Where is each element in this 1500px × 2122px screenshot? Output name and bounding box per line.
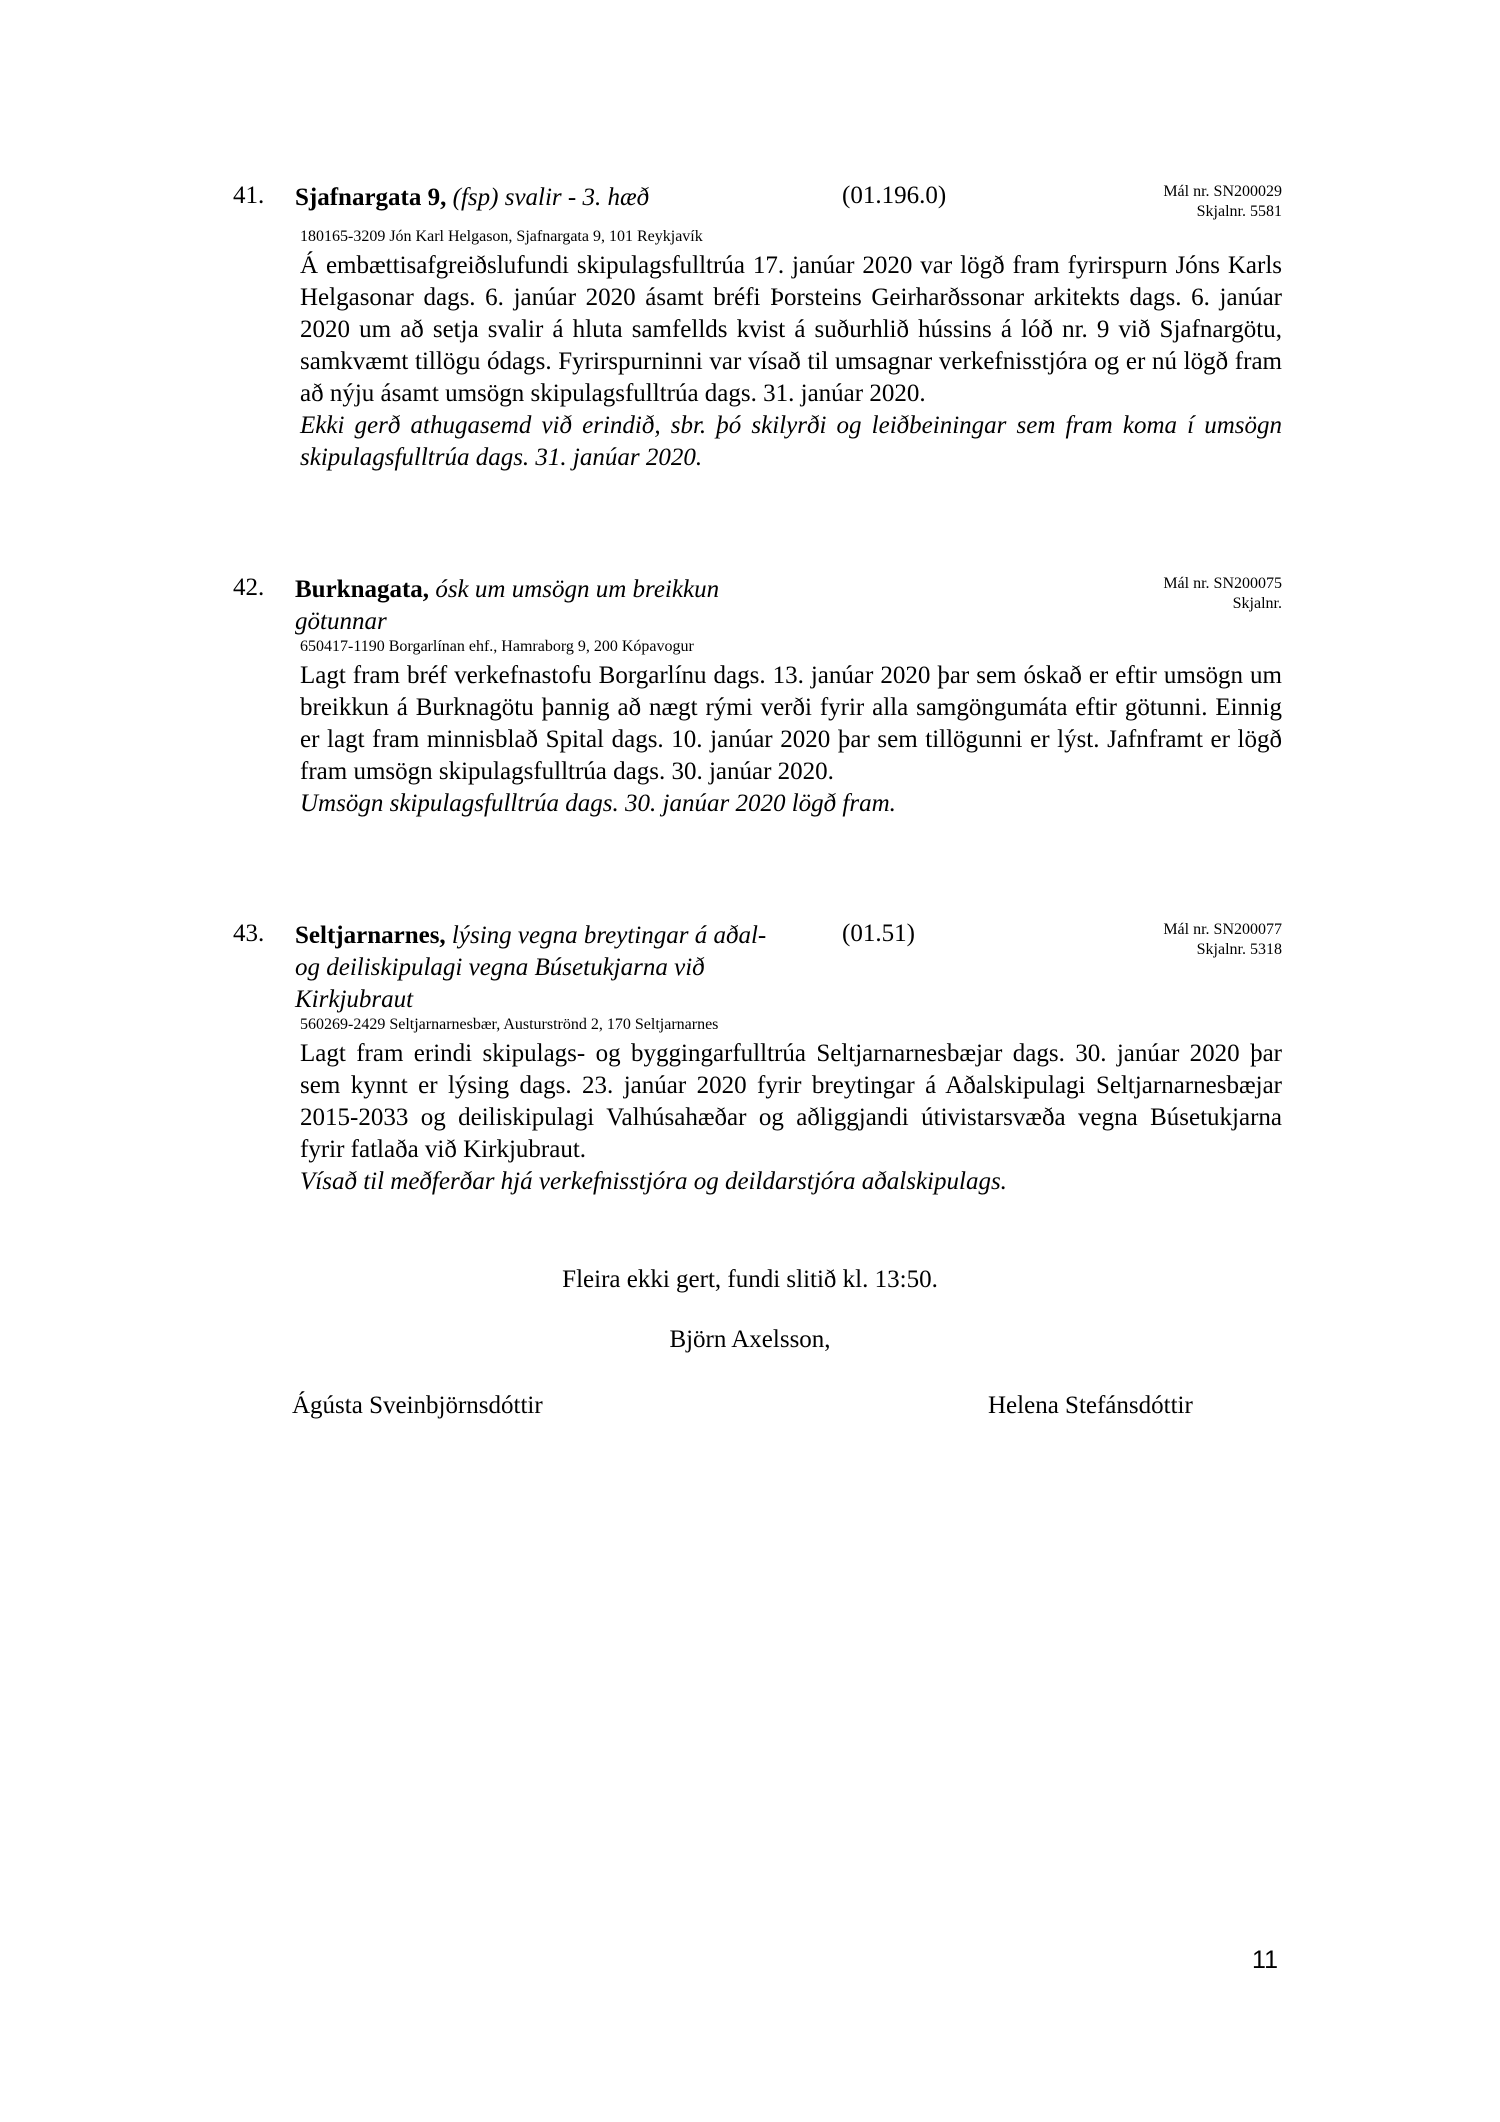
item-number: 41. bbox=[233, 182, 265, 209]
case-reference bbox=[1163, 182, 1282, 222]
item-text: Á embættisafgreiðslufundi skipulagsfulltrúa 17. janúar 2020 var lögð fram fyrirspurn Jóns Karls Helgasonar dags. 6. janúar 2020 ásamt bréfi Þorsteins Geirharðssonar arkitekts dags. 6. janúar 2020 um að setja svalir á hluta samfellds kvist á suðurhlið hússins á lóð nr. 9 við Sjafnargötu, samkvæmt tillögu ódags. Fyrirspurninni var vísað til umsagnar verkefnisstjóra og er nú lögð fram að nýju ásamt umsögn skipulagsfulltrúa dags. 31. janúar 2020. bbox=[300, 252, 1282, 407]
signatory-right: Helena Stefánsdóttir bbox=[988, 1392, 1193, 1419]
page-number: 11 bbox=[1252, 1946, 1278, 1974]
item-body bbox=[300, 250, 1282, 474]
mal-number: Mál nr. SN200077 bbox=[1163, 921, 1282, 938]
case-reference bbox=[1163, 920, 1282, 960]
item-title bbox=[295, 920, 795, 1016]
item-owner: 560269-2429 Seltjarnarnesbær, Austurströnd 2, 170 Seltjarnarnes bbox=[300, 1016, 719, 1033]
item-title-italic: ósk um umsögn um breikkun götunnar bbox=[295, 576, 720, 635]
item-decision: Vísað til meðferðar hjá verkefnisstjóra og deildarstjóra aðalskipulags. bbox=[300, 1168, 1007, 1195]
item-body bbox=[300, 1038, 1282, 1198]
mal-number: Mál nr. SN200029 bbox=[1163, 183, 1282, 200]
item-number: 43. bbox=[233, 920, 265, 947]
closing-line: Fleira ekki gert, fundi slitið kl. 13:50. bbox=[562, 1266, 938, 1293]
skjal-number: Skjalnr. 5318 bbox=[1196, 941, 1282, 958]
skjal-number: Skjalnr. bbox=[1232, 595, 1282, 612]
case-reference bbox=[1163, 574, 1282, 614]
skjal-number: Skjalnr. 5581 bbox=[1196, 203, 1282, 220]
item-owner: 650417-1190 Borgarlínan ehf., Hamraborg 9, 200 Kópavogur bbox=[300, 638, 694, 655]
item-text: Lagt fram bréf verkefnastofu Borgarlínu dags. 13. janúar 2020 þar sem óskað er eftir umsögn um breikkun á Burknagötu þannig að nægt rými verði fyrir alla samgöngumáta eftir götunni. Einnig er lagt fram minnisblað Spital dags. 10. janúar 2020 þar sem tillögunni er lýst. Jafnframt er lögð fram umsögn skipulagsfulltrúa dags. 30. janúar 2020. bbox=[300, 662, 1282, 785]
mal-number: Mál nr. SN200075 bbox=[1163, 575, 1282, 592]
item-decision: Ekki gerð athugasemd við erindið, sbr. þó skilyrði og leiðbeiningar sem fram koma í umsögn skipulagsfulltrúa dags. 31. janúar 2020. bbox=[300, 412, 1282, 471]
item-title-italic: (fsp) svalir - 3. hæð bbox=[452, 184, 650, 211]
item-title-bold: Seltjarnarnes, bbox=[295, 922, 446, 949]
item-number: 42. bbox=[233, 574, 265, 601]
signatory-left: Ágústa Sveinbjörnsdóttir bbox=[292, 1392, 543, 1419]
item-title bbox=[295, 574, 795, 638]
item-code: (01.196.0) bbox=[842, 182, 947, 209]
item-text: Lagt fram erindi skipulags- og byggingarfulltrúa Seltjarnarnesbæjar dags. 30. janúar 2020 þar sem kynnt er lýsing dags. 23. janúar 2020 fyrir breytingar á Aðalskipulagi Seltjarnarnesbæjar 2015-2033 og deiliskipulagi Valhúsahæðar og aðliggjandi útivistarsvæða vegna Búsetukjarna fyrir fatlaða við Kirkjubraut. bbox=[300, 1040, 1282, 1163]
item-title-italic: lýsing vegna breytingar á aðal- og deiliskipulagi vegna Búsetukjarna við Kirkjubraut bbox=[295, 922, 767, 1013]
item-code: (01.51) bbox=[842, 920, 915, 947]
item-title-bold: Sjafnargata 9, bbox=[295, 184, 447, 211]
item-decision: Umsögn skipulagsfulltrúa dags. 30. janúar 2020 lögð fram. bbox=[300, 790, 896, 817]
chair-signature: Björn Axelsson, bbox=[669, 1326, 831, 1353]
item-title-bold: Burknagata, bbox=[295, 576, 430, 603]
item-owner: 180165-3209 Jón Karl Helgason, Sjafnargata 9, 101 Reykjavík bbox=[300, 228, 703, 245]
item-title bbox=[295, 182, 815, 214]
item-body bbox=[300, 660, 1282, 820]
